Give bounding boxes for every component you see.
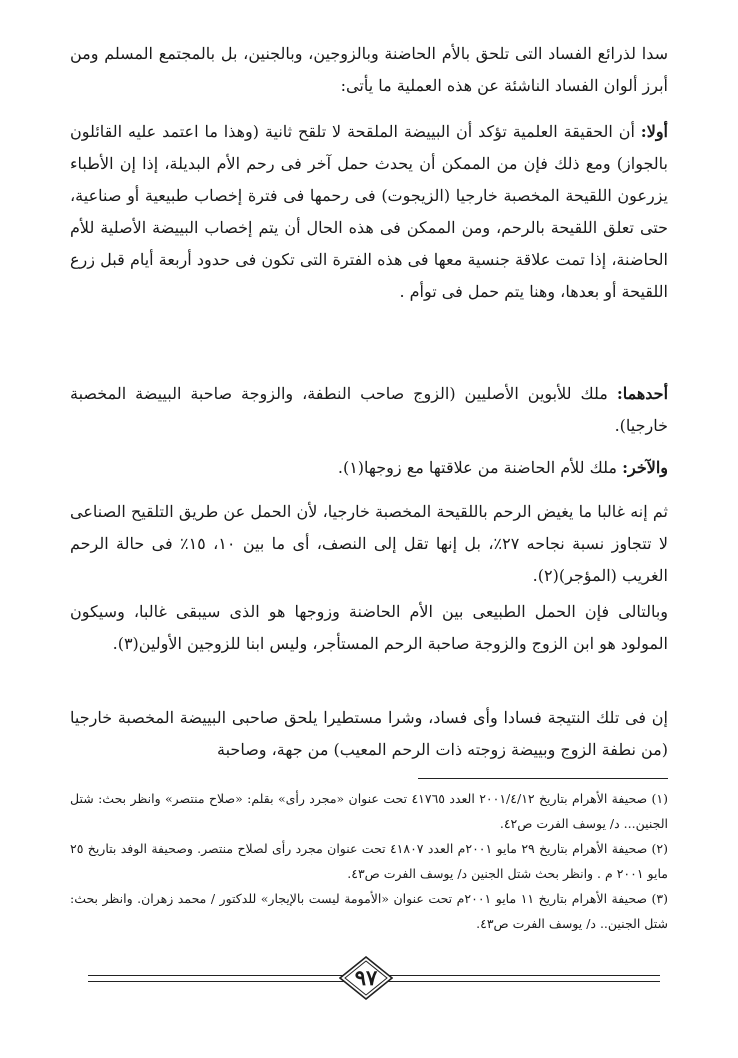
paragraph-lead: والآخر: bbox=[622, 458, 668, 477]
page-number: ٩٧ bbox=[354, 965, 378, 990]
footnote-3 bbox=[70, 886, 668, 936]
paragraph-success-rate bbox=[70, 496, 668, 592]
footnote-text: (٢) صحيفة الأهرام بتاريخ ٢٩ مايو ٢٠٠١م العدد ٤١٨٠٧ تحت عنوان مجرد رأى لصلاح منتصر. وصحيفة الوفد بتاريخ ٢٥ مايو ٢٠٠١ م . وانظر بحث شتل الجنين د/ يوسف الفرت ص٤٣. bbox=[70, 841, 669, 881]
paragraph-text: ثم إنه غالبا ما يغيض الرحم باللقيحة المخصبة خارجيا، لأن الحمل عن طريق التلقيح الصناعى لا تتجاوز نسبة نجاحه ٢٧٪، بل إنها تقل إلى النصف، أى ما بين ١٠، ١٥٪ فى حالة الرحم الغريب (المؤجر)(٢). bbox=[70, 502, 669, 585]
paragraph-text: ملك للأبوين الأصليين (الزوج صاحب النطفة، والزوجة صاحبة البييضة المخصبة خارجيا). bbox=[70, 384, 668, 435]
paragraph-lead: أحدهما: bbox=[616, 384, 669, 403]
footnote-1 bbox=[70, 786, 668, 836]
paragraph-consequence bbox=[70, 596, 668, 660]
footnote-2 bbox=[70, 836, 668, 886]
paragraph-text: أن الحقيقة العلمية تؤكد أن البييضة الملقحة لا تلقح ثانية (وهذا ما اعتمد عليه القائلون بالجواز) ومع ذلك فإن من الممكن أن يحدث حمل آخر فى رحم الأم البديلة، إذا إن الأطباء يزرعون اللقيحة المخصبة خارجيا (الزيجوت) فى رحمها فى فترة إخصاب طبيعية أو صناعية، حتى تعلق اللقيحة بالرحم، ومن الممكن فى هذه الحال أن يتم إخصاب البييضة الأصلية للأم الحاضنة، إذا تمت علاقة جنسية معها فى هذه الفترة التى تكون فى حدود أربعة أيام قبل زرع اللقيحة أو بعدها، وهنا يتم حمل فى توأم . bbox=[70, 122, 668, 301]
footnote-text: (١) صحيفة الأهرام بتاريخ ٢٠٠١/٤/١٢ العدد ٤١٧٦٥ تحت عنوان «مجرد رأى» بقلم: «صلاح منتصر» وانظر بحث: شتل الجنين... د/ يوسف الفرت ص٤٢. bbox=[70, 791, 669, 831]
page-number-ornament bbox=[339, 956, 393, 1000]
paragraph-intro bbox=[70, 38, 668, 102]
paragraph-text: وبالتالى فإن الحمل الطبيعى بين الأم الحاضنة وزوجها هو الذى سيبقى غالبا، وسيكون المولود هو ابن الزوج والزوجة صاحبة الرحم المستأجر، وليس ابنا للزوجين الأولين(٣). bbox=[70, 602, 668, 653]
footnote-text: (٣) صحيفة الأهرام بتاريخ ١١ مايو ٢٠٠١م تحت عنوان «الأمومة ليست بالإيجار» للدكتور / محمد زهران. وانظر بحث: شتل الجنين.. د/ يوسف الفرت ص٤٣. bbox=[70, 891, 669, 931]
paragraph-one-of-them bbox=[70, 378, 668, 442]
paragraph-text: ملك للأم الحاضنة من علاقتها مع زوجها(١). bbox=[337, 458, 623, 477]
paragraph-the-other bbox=[70, 452, 668, 484]
paragraph-corruption bbox=[70, 702, 668, 766]
paragraph-lead: أولا: bbox=[640, 122, 668, 141]
paragraph-text: إن فى تلك النتيجة فسادا وأى فساد، وشرا مستطيرا يلحق صاحبى البييضة المخصبة خارجيا (من نطفة الزوج وبييضة زوجته ذات الرحم المعيب) من جهة، وصاحبة bbox=[70, 708, 669, 759]
paragraph-first-point bbox=[70, 116, 668, 308]
footnote-divider bbox=[418, 778, 668, 779]
paragraph-text: سدا لذرائع الفساد التى تلحق بالأم الحاضنة وبالزوجين، وبالجنين، بل بالمجتمع المسلم ومن أبرز ألوان الفساد الناشئة عن هذه العملية ما يأتى: bbox=[70, 44, 668, 95]
